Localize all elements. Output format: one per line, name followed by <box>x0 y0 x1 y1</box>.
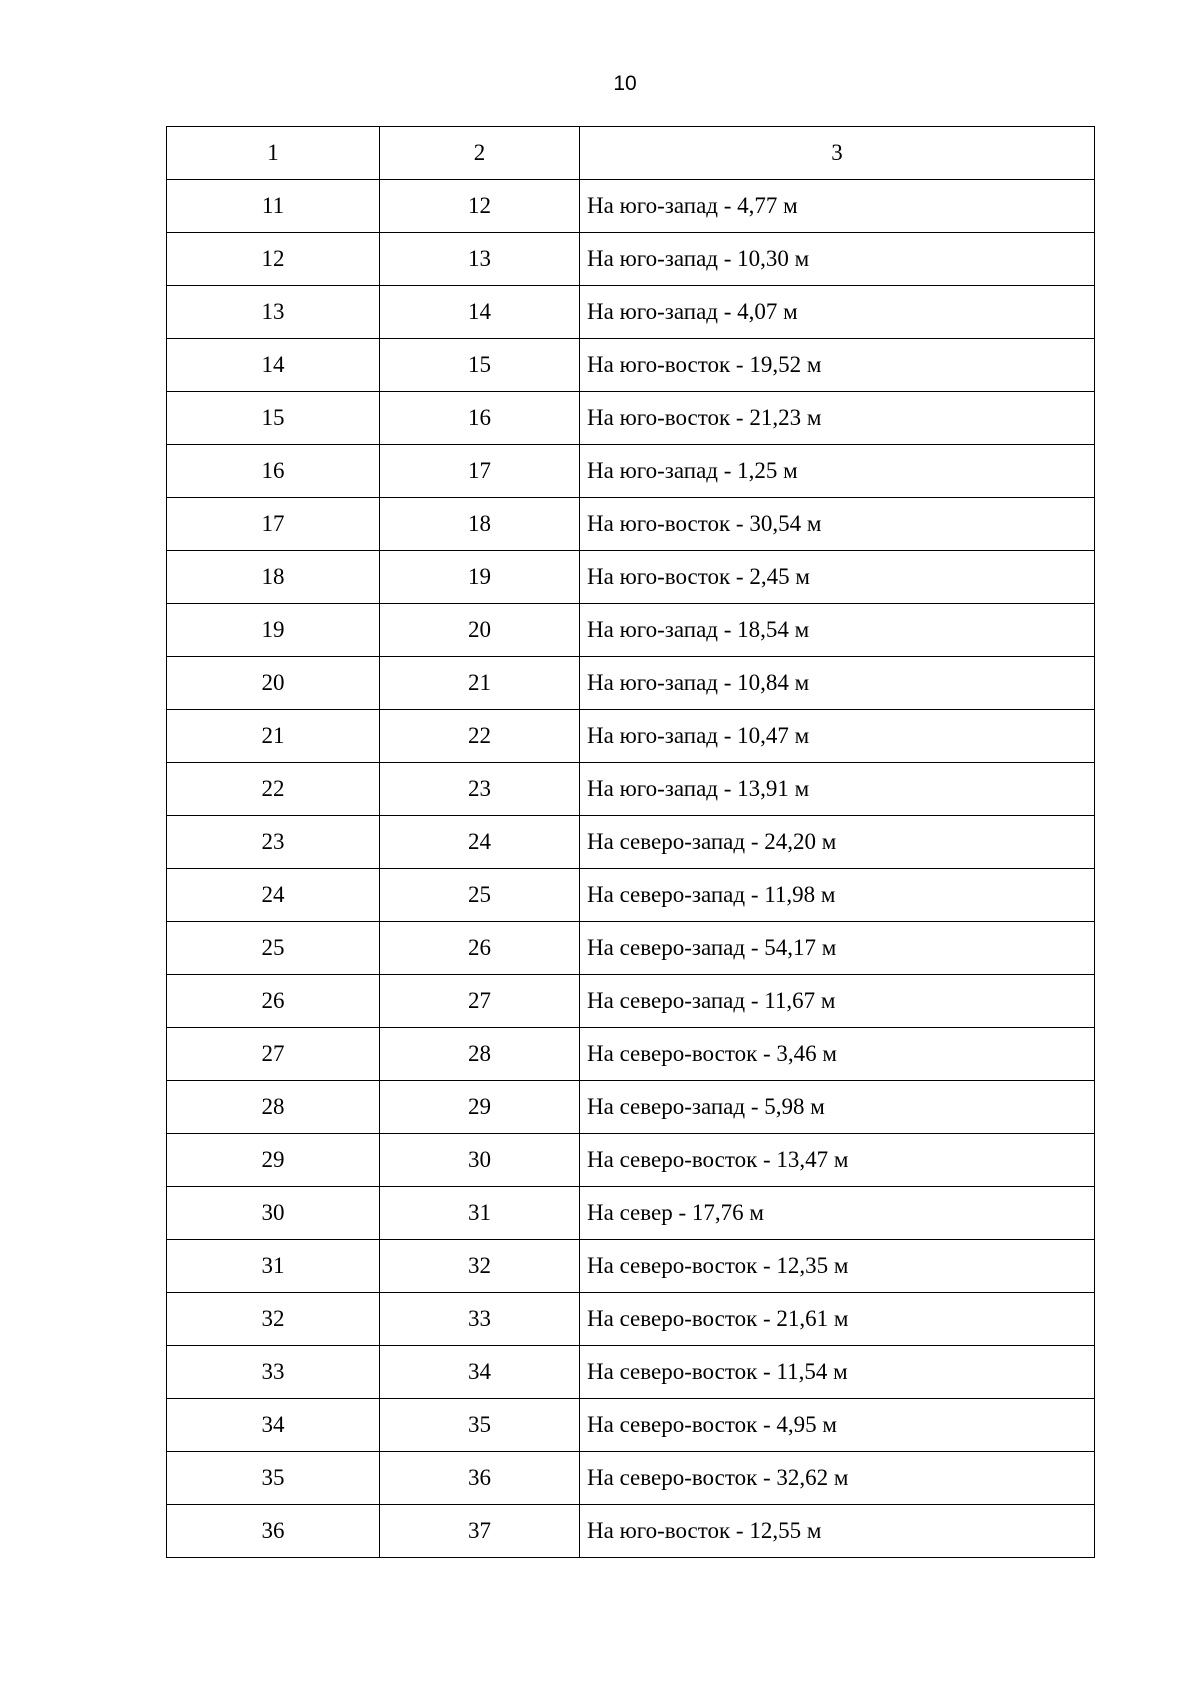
cell-description: На юго-запад - 4,77 м <box>580 180 1095 233</box>
table-row <box>167 869 1095 922</box>
cell-to-point: 36 <box>380 1452 580 1505</box>
boundary-table <box>166 126 1095 1558</box>
cell-to-point: 18 <box>380 498 580 551</box>
cell-description: На юго-запад - 4,07 м <box>580 286 1095 339</box>
cell-description: На северо-восток - 12,35 м <box>580 1240 1095 1293</box>
cell-from-point: 25 <box>167 922 380 975</box>
table-body <box>167 127 1095 1558</box>
cell-from-point: 12 <box>167 233 380 286</box>
cell-from-point: 11 <box>167 180 380 233</box>
cell-from-point: 24 <box>167 869 380 922</box>
table-row <box>167 551 1095 604</box>
cell-to-point: 24 <box>380 816 580 869</box>
table-row <box>167 1452 1095 1505</box>
cell-to-point: 26 <box>380 922 580 975</box>
cell-from-point: 29 <box>167 1134 380 1187</box>
table-row <box>167 1081 1095 1134</box>
cell-to-point: 23 <box>380 763 580 816</box>
cell-description: На северо-восток - 4,95 м <box>580 1399 1095 1452</box>
cell-from-point: 17 <box>167 498 380 551</box>
cell-to-point: 19 <box>380 551 580 604</box>
cell-from-point: 31 <box>167 1240 380 1293</box>
cell-description: На север - 17,76 м <box>580 1187 1095 1240</box>
table-row <box>167 604 1095 657</box>
cell-description: На юго-запад - 18,54 м <box>580 604 1095 657</box>
cell-from-point: 20 <box>167 657 380 710</box>
cell-to-point: 29 <box>380 1081 580 1134</box>
header-cell-col1: 1 <box>167 127 380 180</box>
cell-from-point: 35 <box>167 1452 380 1505</box>
cell-description: На северо-запад - 11,67 м <box>580 975 1095 1028</box>
table-row <box>167 339 1095 392</box>
table-row <box>167 1505 1095 1558</box>
cell-from-point: 23 <box>167 816 380 869</box>
cell-to-point: 25 <box>380 869 580 922</box>
cell-description: На северо-восток - 32,62 м <box>580 1452 1095 1505</box>
cell-to-point: 12 <box>380 180 580 233</box>
cell-description: На северо-запад - 5,98 м <box>580 1081 1095 1134</box>
cell-to-point: 16 <box>380 392 580 445</box>
cell-to-point: 34 <box>380 1346 580 1399</box>
cell-to-point: 17 <box>380 445 580 498</box>
cell-description: На юго-восток - 12,55 м <box>580 1505 1095 1558</box>
cell-to-point: 28 <box>380 1028 580 1081</box>
cell-to-point: 33 <box>380 1293 580 1346</box>
cell-from-point: 16 <box>167 445 380 498</box>
cell-description: На северо-восток - 13,47 м <box>580 1134 1095 1187</box>
cell-to-point: 21 <box>380 657 580 710</box>
table-row <box>167 180 1095 233</box>
cell-to-point: 20 <box>380 604 580 657</box>
cell-description: На юго-запад - 10,84 м <box>580 657 1095 710</box>
table-row <box>167 498 1095 551</box>
cell-to-point: 22 <box>380 710 580 763</box>
header-cell-col3: 3 <box>580 127 1095 180</box>
table-row <box>167 1028 1095 1081</box>
cell-from-point: 19 <box>167 604 380 657</box>
cell-from-point: 15 <box>167 392 380 445</box>
cell-from-point: 34 <box>167 1399 380 1452</box>
cell-from-point: 30 <box>167 1187 380 1240</box>
cell-from-point: 32 <box>167 1293 380 1346</box>
cell-from-point: 36 <box>167 1505 380 1558</box>
table-row <box>167 392 1095 445</box>
table-row <box>167 816 1095 869</box>
cell-description: На северо-восток - 11,54 м <box>580 1346 1095 1399</box>
table-row <box>167 1240 1095 1293</box>
cell-description: На юго-запад - 1,25 м <box>580 445 1095 498</box>
cell-description: На юго-восток - 19,52 м <box>580 339 1095 392</box>
page-number: 10 <box>613 72 637 95</box>
table-row <box>167 1399 1095 1452</box>
table-row <box>167 657 1095 710</box>
table-row <box>167 922 1095 975</box>
table-row <box>167 1293 1095 1346</box>
table-row <box>167 1346 1095 1399</box>
table-row <box>167 1134 1095 1187</box>
cell-description: На юго-восток - 30,54 м <box>580 498 1095 551</box>
table-row <box>167 445 1095 498</box>
cell-description: На юго-восток - 21,23 м <box>580 392 1095 445</box>
cell-description: На юго-восток - 2,45 м <box>580 551 1095 604</box>
cell-from-point: 14 <box>167 339 380 392</box>
cell-description: На северо-восток - 21,61 м <box>580 1293 1095 1346</box>
table-row <box>167 1187 1095 1240</box>
cell-to-point: 13 <box>380 233 580 286</box>
cell-to-point: 32 <box>380 1240 580 1293</box>
cell-to-point: 14 <box>380 286 580 339</box>
cell-from-point: 18 <box>167 551 380 604</box>
header-cell-col2: 2 <box>380 127 580 180</box>
cell-from-point: 21 <box>167 710 380 763</box>
cell-from-point: 33 <box>167 1346 380 1399</box>
cell-from-point: 28 <box>167 1081 380 1134</box>
cell-from-point: 26 <box>167 975 380 1028</box>
table-row <box>167 763 1095 816</box>
table-header-row <box>167 127 1095 180</box>
cell-to-point: 35 <box>380 1399 580 1452</box>
cell-description: На юго-запад - 13,91 м <box>580 763 1095 816</box>
table-row <box>167 233 1095 286</box>
cell-to-point: 37 <box>380 1505 580 1558</box>
table-row <box>167 286 1095 339</box>
cell-from-point: 27 <box>167 1028 380 1081</box>
cell-description: На северо-запад - 24,20 м <box>580 816 1095 869</box>
cell-to-point: 30 <box>380 1134 580 1187</box>
cell-description: На северо-запад - 11,98 м <box>580 869 1095 922</box>
cell-description: На северо-запад - 54,17 м <box>580 922 1095 975</box>
table-row <box>167 710 1095 763</box>
cell-to-point: 27 <box>380 975 580 1028</box>
cell-from-point: 22 <box>167 763 380 816</box>
cell-from-point: 13 <box>167 286 380 339</box>
cell-description: На северо-восток - 3,46 м <box>580 1028 1095 1081</box>
cell-to-point: 15 <box>380 339 580 392</box>
table-row <box>167 975 1095 1028</box>
cell-description: На юго-запад - 10,47 м <box>580 710 1095 763</box>
cell-to-point: 31 <box>380 1187 580 1240</box>
cell-description: На юго-запад - 10,30 м <box>580 233 1095 286</box>
